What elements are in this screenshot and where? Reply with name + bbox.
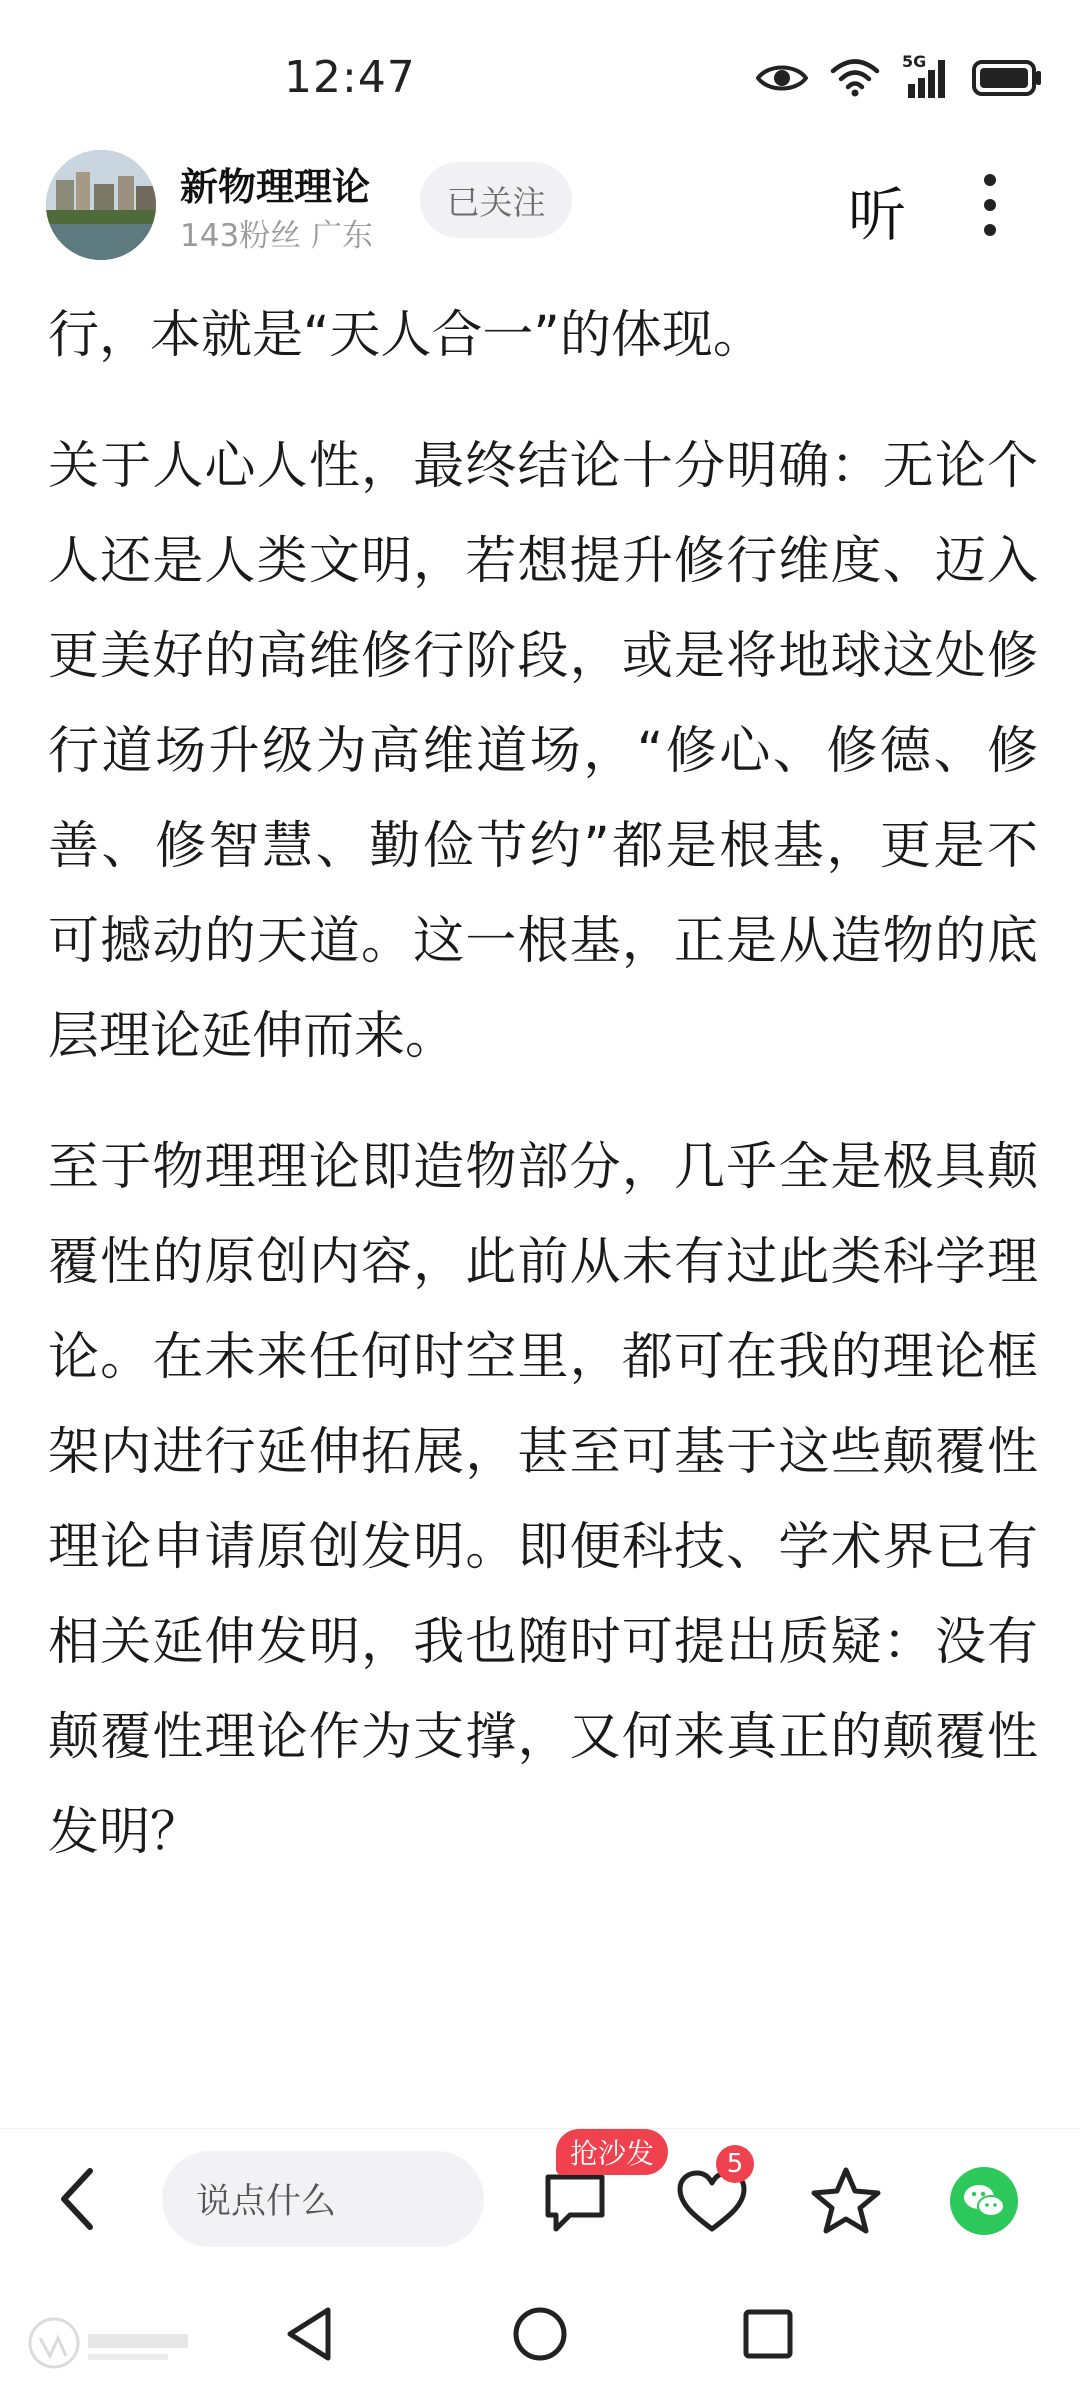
signal-5g-icon [902,52,950,100]
wechat-share-button[interactable] [950,2167,1018,2235]
nav-back-button[interactable] [282,2304,338,2364]
battery-icon [972,60,1042,96]
status-icons [756,52,1042,104]
comment-button[interactable] [540,2167,610,2237]
status-time: 12:47 [284,52,416,103]
follow-button[interactable]: 已关注 [420,162,572,238]
chevron-left-icon [50,2163,110,2235]
bottom-action-bar [0,2128,1080,2269]
nav-home-button[interactable] [510,2304,570,2364]
back-button[interactable] [50,2163,110,2235]
follower-count: 143粉丝 [180,218,302,254]
triangle-back-icon [282,2304,338,2364]
article-paragraph: 行，本就是“天人合一”的体现。 [48,306,764,365]
square-recents-icon [740,2306,796,2362]
system-nav-bar [0,2268,1080,2400]
author-meta [180,210,373,255]
article-paragraph: 至于物理理论即造物部分，几乎全是极具颠覆性的原创内容，此前从未有过此类科学理论。在未来任何时空里，都可在我的理论框架内进行延伸拓展，甚至可基于这些颠覆性理论申请原创发明。即便科技、学术界已有相关延伸发明，我也随时可提出质疑：没有颠覆性理论作为支撑，又何来真正的颠覆性发明？ [48,1138,1038,1862]
article-body [48,288,1038,1916]
eye-icon [756,61,808,95]
watermark-logo [24,2308,204,2378]
favorite-button[interactable] [810,2165,882,2237]
avatar[interactable] [46,150,156,260]
wifi-icon [830,58,880,98]
more-vertical-icon [970,170,1010,240]
comment-input[interactable]: 说点什么 [162,2151,484,2247]
sofa-badge: 抢沙发 [556,2129,668,2175]
star-icon [810,2165,882,2237]
network-label: 5G [902,52,927,71]
article-header [0,150,1080,290]
status-bar [0,0,1080,150]
wechat-icon [950,2167,1018,2235]
comment-bubble-icon [540,2167,610,2237]
circle-home-icon [510,2304,570,2364]
more-options-button[interactable] [970,170,1010,240]
listen-button[interactable]: 听 [848,181,907,249]
article-paragraph: 关于人心人性，最终结论十分明确：无论个人还是人类文明，若想提升修行维度、迈入更美好的高维修行阶段，或是将地球这处修行道场升级为高维道场，“修心、修德、修善、修智慧、勤俭节约”都是根基，更是不可撼动的天道。这一根基，正是从造物的底层理论延伸而来。 [48,437,1038,1066]
author-name[interactable]: 新物理理论 [180,165,371,209]
like-count-badge: 5 [716,2145,754,2183]
author-location: 广东 [311,218,374,254]
nav-recents-button[interactable] [740,2306,796,2362]
